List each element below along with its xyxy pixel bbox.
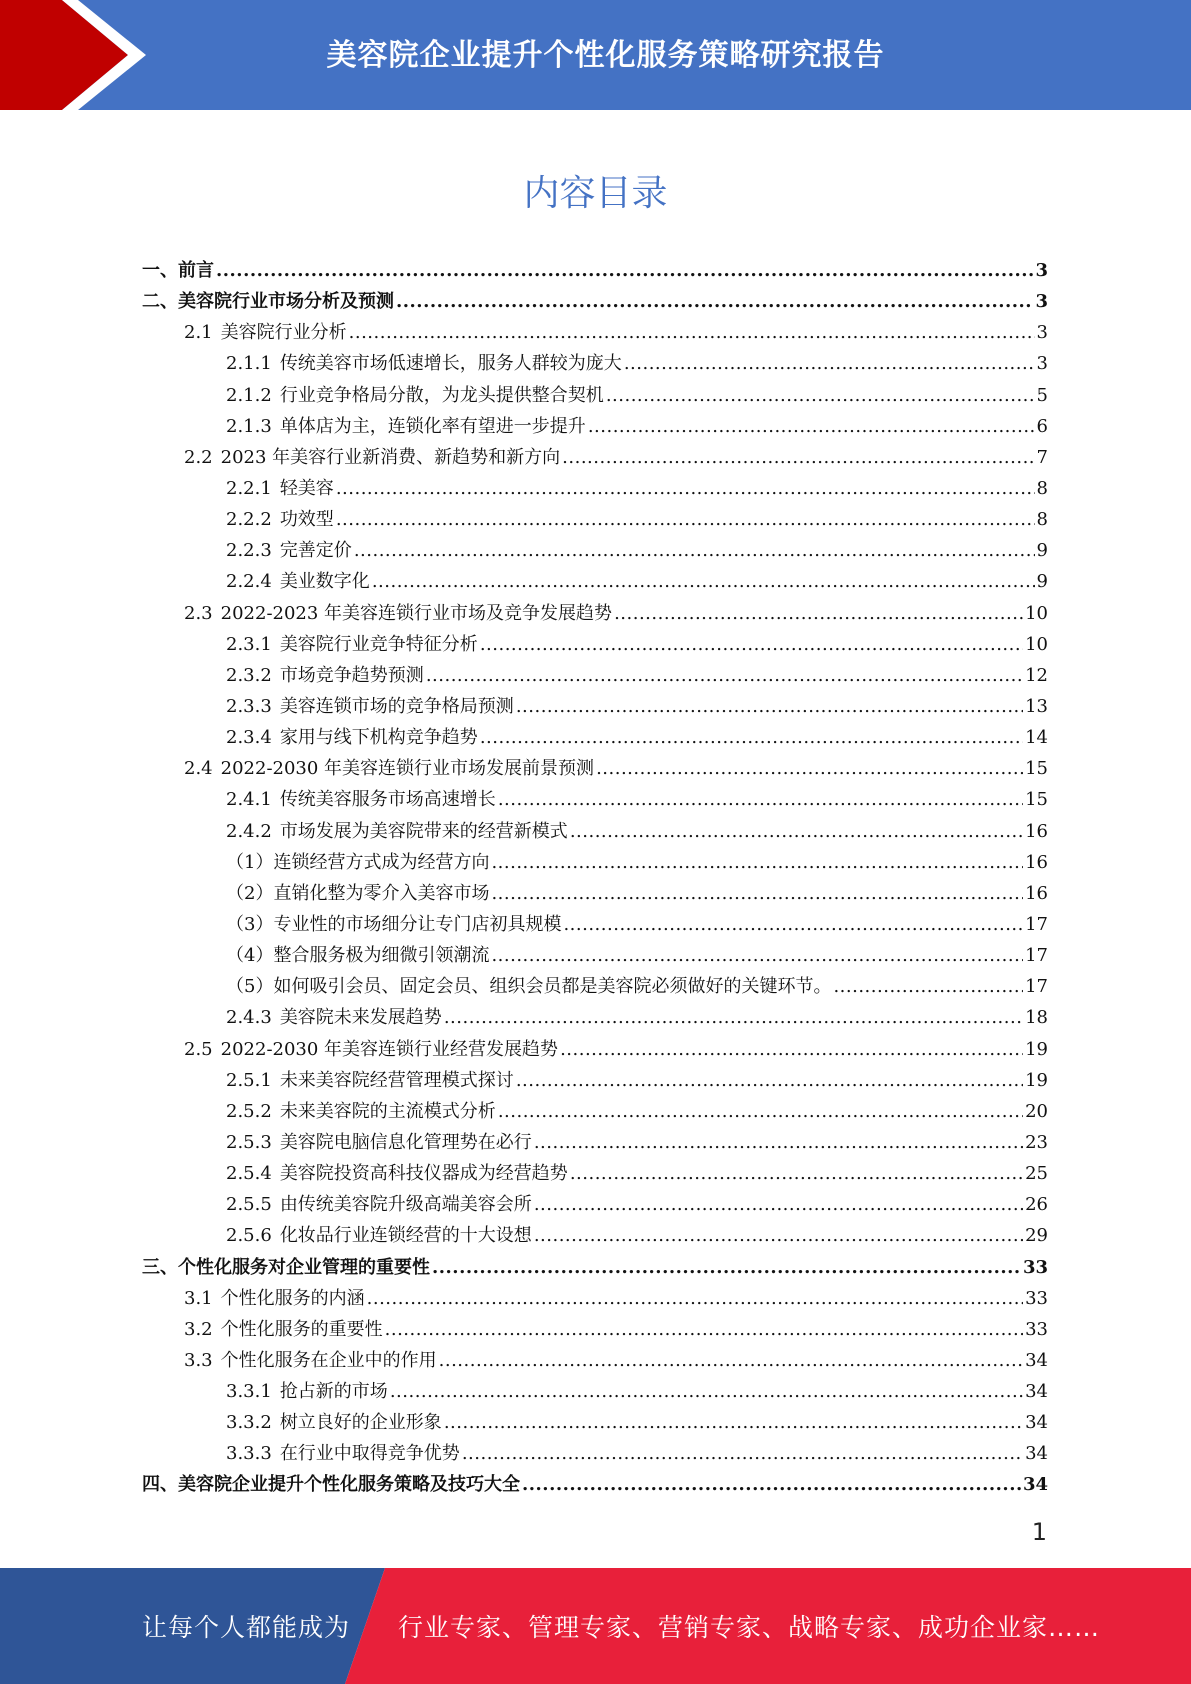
toc-entry-number: （5） [226,976,274,998]
toc-entry-page: 14 [1025,727,1048,749]
toc-heading: 内容目录 [523,173,668,214]
toc-leader-dots [349,317,1035,348]
toc-leader-dots [833,971,1023,1002]
toc-leader-dots [372,566,1035,597]
page-number: 1 [1031,1518,1047,1546]
toc-entry-page: 33 [1025,1287,1048,1309]
toc-entry-number: 2.2 [184,446,213,468]
toc-entry-page: 17 [1025,976,1048,998]
toc-entry-number: 2.5.3 [226,1131,272,1153]
toc-entry[interactable] [142,317,1048,348]
toc-leader-dots [432,1252,1021,1283]
toc-leader-dots [606,380,1035,411]
toc-entry-title: 2022-2030 年美容连锁行业经营发展趋势 [220,1038,559,1060]
toc-leader-dots [336,504,1035,535]
toc-entry[interactable] [142,1376,1048,1407]
toc-entry-title: 树立良好的企业形象 [279,1412,442,1434]
toc-entry[interactable] [142,1034,1048,1065]
toc-entry-number: 2.5.6 [226,1225,272,1247]
toc-leader-dots [596,753,1023,784]
toc-entry-page: 3 [1035,291,1048,313]
toc-entry-page: 16 [1025,820,1048,842]
toc-entry-page: 34 [1025,1412,1048,1434]
toc-leader-dots [516,691,1023,722]
toc-entry-number: 三、 [142,1256,178,1278]
toc-entry-number: （3） [226,913,274,935]
toc-entry-page: 33 [1025,1318,1048,1340]
toc-entry-title: 个性化服务的重要性 [220,1318,383,1340]
toc-entry-number: 3.1 [184,1287,213,1309]
toc-entry[interactable] [142,816,1048,847]
toc-entry-title: 传统美容市场低速增长，服务人群较为庞大 [279,353,622,375]
toc-entry[interactable] [142,1283,1048,1314]
toc-entry-number: 3.3.1 [226,1381,272,1403]
toc-entry[interactable] [142,847,1048,878]
toc-entry-page: 29 [1025,1225,1048,1247]
toc-entry-page: 5 [1036,384,1048,406]
toc-entry-number: 2.5 [184,1038,213,1060]
toc-entry-number: 2.1.3 [226,415,272,437]
toc-entry-page: 3 [1036,322,1048,344]
toc-leader-dots [534,1220,1023,1251]
toc-entry-page: 10 [1025,633,1048,655]
toc-entry[interactable] [142,286,1048,317]
toc-entry-page: 16 [1025,882,1048,904]
toc-entry-number: 3.3.3 [226,1443,272,1465]
toc-entry-number: 2.1 [184,322,213,344]
header-band [0,0,1191,110]
toc-entry-page: 8 [1036,477,1048,499]
toc-entry-number: 2.4.3 [226,1007,272,1029]
toc-entry[interactable] [142,1096,1048,1127]
toc-entry-number: 2.3.4 [226,727,272,749]
toc-entry-title: 个性化服务对企业管理的重要性 [178,1256,430,1278]
toc-leader-dots [367,1283,1023,1314]
toc-entry-title: 个性化服务的内涵 [220,1287,365,1309]
toc-entry-title: 2022-2023 年美容连锁行业市场及竞争发展趋势 [220,602,613,624]
toc-leader-dots [562,442,1034,473]
toc-entry-title: 专业性的市场细分让专门店初具规模 [273,913,562,935]
toc-entry-title: 美业数字化 [279,571,370,593]
footer-slogan-left: 让每个人都能成为 [142,1613,351,1642]
toc-entry[interactable] [142,1252,1048,1283]
toc-leader-dots [522,1469,1021,1500]
toc-entry-number: 四、 [142,1474,178,1496]
toc-entry-title: 美容院投资高科技仪器成为经营趋势 [279,1163,568,1185]
toc-entry-title: 美容院未来发展趋势 [279,1007,442,1029]
toc-entry-page: 18 [1025,1007,1048,1029]
toc-entry-number: 2.5.2 [226,1100,272,1122]
toc-entry[interactable] [142,1002,1048,1033]
toc-entry-page: 26 [1025,1194,1048,1216]
toc-entry-page: 6 [1036,415,1048,437]
toc-entry-page: 34 [1025,1443,1048,1465]
toc-entry-title: 美容院行业分析 [220,322,347,344]
toc-entry[interactable] [142,1438,1048,1469]
toc-leader-dots [439,1345,1023,1376]
toc-leader-dots [396,286,1033,317]
toc-entry-title: 在行业中取得竞争优势 [279,1443,460,1465]
toc-entry-page: 8 [1036,509,1048,531]
toc-entry-number: 2.5.1 [226,1069,272,1091]
toc-entry-number: 2.3.1 [226,633,272,655]
toc-entry-page: 20 [1025,1100,1048,1122]
toc-leader-dots [336,473,1035,504]
toc-leader-dots [480,629,1023,660]
toc-leader-dots [426,660,1023,691]
toc-entry-number: 2.4.1 [226,789,272,811]
toc-entry[interactable] [142,1314,1048,1345]
toc-entry-title: 抢占新的市场 [279,1381,388,1403]
toc-entry-page: 34 [1022,1474,1048,1496]
toc-entry-number: 2.2.3 [226,540,272,562]
toc-entry-title: 连锁经营方式成为经营方向 [273,851,490,873]
toc-entry-number: 3.2 [184,1318,213,1340]
toc-entry-page: 25 [1025,1163,1048,1185]
toc-entry[interactable] [142,878,1048,909]
toc-entry-page: 17 [1025,945,1048,967]
toc-entry-page: 12 [1025,664,1048,686]
toc-entry[interactable] [142,660,1048,691]
toc-entry-number: 2.2.1 [226,477,272,499]
toc-entry-page: 3 [1036,353,1048,375]
toc-leader-dots [491,847,1023,878]
toc-leader-dots [624,348,1035,379]
toc-entry-number: 2.1.1 [226,353,272,375]
toc-leader-dots [498,784,1023,815]
toc-entry-number: 2.4 [184,758,213,780]
toc-entry-number: （4） [226,945,274,967]
toc-leader-dots [216,255,1033,286]
toc-entry-page: 34 [1025,1349,1048,1371]
toc-entry-page: 13 [1025,695,1048,717]
toc-entry[interactable] [142,722,1048,753]
toc-entry-title: 家用与线下机构竞争趋势 [279,727,478,749]
toc-entry-number: 2.4.2 [226,820,272,842]
toc-entry-page: 19 [1025,1069,1048,1091]
toc-leader-dots [491,940,1023,971]
toc-entry-title: 完善定价 [279,540,352,562]
toc-entry-number: 2.5.5 [226,1194,272,1216]
toc-entry-page: 17 [1025,913,1048,935]
toc-entry-number: 2.2.2 [226,509,272,531]
toc-entry-title: 美容院企业提升个性化服务策略及技巧大全 [178,1474,520,1496]
toc-entry[interactable] [142,909,1048,940]
toc-entry-number: 2.3.3 [226,695,272,717]
toc-leader-dots [614,598,1023,629]
toc-leader-dots [534,1127,1023,1158]
toc-entry-page: 33 [1022,1256,1048,1278]
toc-leader-dots [588,411,1035,442]
toc-entry[interactable] [142,1127,1048,1158]
report-title: 美容院企业提升个性化服务策略研究报告 [326,38,885,73]
toc-entry[interactable] [142,1345,1048,1376]
toc-entry-title: 化妆品行业连锁经营的十大设想 [279,1225,532,1247]
toc-entry[interactable] [142,442,1048,473]
toc-leader-dots [563,909,1023,940]
toc-entry[interactable] [142,1065,1048,1096]
toc-leader-dots [570,1158,1023,1189]
toc-entry-page: 3 [1035,260,1048,281]
toc-entry-number: 2.1.2 [226,384,272,406]
toc-entry-page: 7 [1036,446,1048,468]
toc-entry[interactable] [142,566,1048,597]
toc-leader-dots [390,1376,1023,1407]
toc-entry[interactable] [142,1407,1048,1438]
toc-entry-title: 传统美容服务市场高速增长 [279,789,496,811]
toc-leader-dots [516,1065,1023,1096]
toc-entry-title: 行业竞争格局分散，为龙头提供整合契机 [279,384,604,406]
toc-leader-dots [444,1407,1023,1438]
toc-entry-number: 2.2.4 [226,571,272,593]
toc-leader-dots [491,878,1023,909]
toc-entry-title: 2022-2030 年美容连锁行业市场发展前景预测 [220,758,595,780]
toc-entry[interactable] [142,411,1048,442]
toc-leader-dots [444,1002,1023,1033]
toc-leader-dots [570,816,1023,847]
toc-entry[interactable] [142,784,1048,815]
toc-entry-title: 整合服务极为细微引领潮流 [273,945,490,967]
toc-entry-title: 美容连锁市场的竞争格局预测 [279,695,514,717]
toc-entry[interactable] [142,691,1048,722]
toc-entry-page: 15 [1025,758,1048,780]
toc-entry-page: 34 [1025,1381,1048,1403]
toc-entry-page: 23 [1025,1131,1048,1153]
toc-leader-dots [480,722,1023,753]
toc-entry-number: （2） [226,882,274,904]
toc-entry[interactable] [142,255,1048,286]
toc-entry[interactable] [142,629,1048,660]
toc-leader-dots [498,1096,1023,1127]
toc-entry-title: 由传统美容院升级高端美容会所 [279,1194,532,1216]
toc-entry-page: 9 [1036,540,1048,562]
toc-entry-title: 2023 年美容行业新消费、新趋势和新方向 [220,446,561,468]
toc-entry-number: 2.3 [184,602,213,624]
table-of-contents [142,255,1048,1501]
toc-entry-title: 市场发展为美容院带来的经营新模式 [279,820,568,842]
toc-entry-page: 10 [1025,602,1048,624]
toc-entry-title: 未来美容院的主流模式分析 [279,1100,496,1122]
toc-entry-page: 15 [1025,789,1048,811]
toc-leader-dots [534,1189,1023,1220]
toc-entry[interactable] [142,940,1048,971]
toc-entry-page: 19 [1025,1038,1048,1060]
toc-leader-dots [462,1438,1023,1469]
toc-entry[interactable] [142,753,1048,784]
toc-entry-page: 16 [1025,851,1048,873]
toc-entry[interactable] [142,1158,1048,1189]
toc-entry-number: 2.3.2 [226,664,272,686]
toc-entry-number: 二、 [142,291,178,313]
toc-entry-title: 美容院行业市场分析及预测 [178,291,394,313]
toc-entry[interactable] [142,1220,1048,1251]
toc-leader-dots [560,1034,1023,1065]
toc-leader-dots [354,535,1035,566]
footer-band [0,1568,1191,1684]
toc-entry-title: 美容院电脑信息化管理势在必行 [279,1131,532,1153]
toc-entry-title: 单体店为主，连锁化率有望进一步提升 [279,415,586,437]
toc-entry-number: （1） [226,851,274,873]
toc-entry[interactable] [142,473,1048,504]
toc-entry[interactable] [142,380,1048,411]
toc-entry-number: 3.3.2 [226,1412,272,1434]
toc-entry-number: 3.3 [184,1349,213,1371]
toc-entry[interactable] [142,535,1048,566]
toc-entry-title: 未来美容院经营管理模式探讨 [279,1069,514,1091]
toc-entry[interactable] [142,1189,1048,1220]
toc-entry-title: 如何吸引会员、固定会员、组织会员都是美容院必须做好的关键环节。 [273,976,832,998]
toc-entry-number: 一、 [142,260,178,281]
toc-entry[interactable] [142,1469,1048,1500]
toc-entry-title: 美容院行业竞争特征分析 [279,633,478,655]
toc-entry-number: 2.5.4 [226,1163,272,1185]
toc-entry[interactable] [142,971,1048,1002]
toc-entry[interactable] [142,598,1048,629]
toc-leader-dots [385,1314,1023,1345]
toc-entry[interactable] [142,348,1048,379]
toc-entry-page: 9 [1036,571,1048,593]
toc-entry-title: 功效型 [279,509,334,531]
toc-entry[interactable] [142,504,1048,535]
toc-entry-title: 前言 [178,260,214,281]
toc-entry-title: 轻美容 [279,477,334,499]
toc-entry-title: 直销化整为零介入美容市场 [273,882,490,904]
toc-entry-title: 市场竞争趋势预测 [279,664,424,686]
footer-slogan-right: 行业专家、管理专家、营销专家、战略专家、成功企业家…… [398,1613,1101,1642]
toc-entry-title: 个性化服务在企业中的作用 [220,1349,437,1371]
